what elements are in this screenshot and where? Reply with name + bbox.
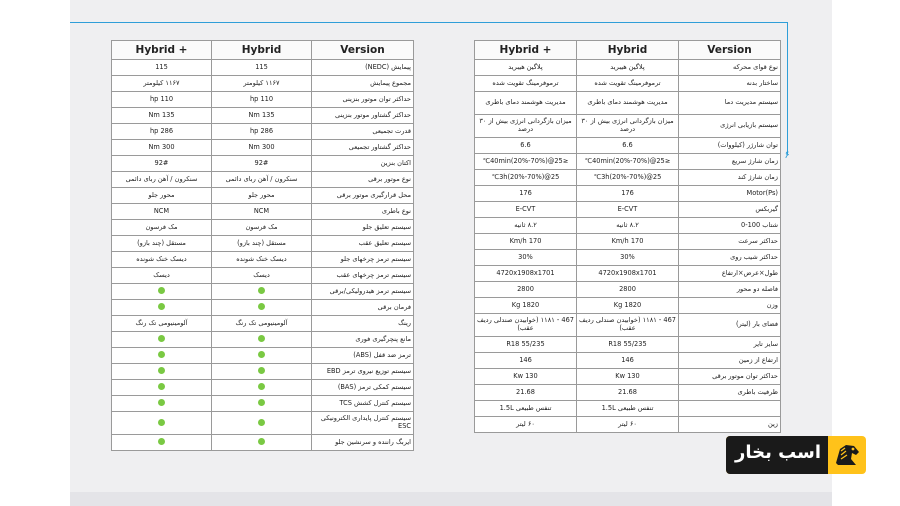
table-row: [112, 236, 414, 252]
hybrid-plus-value: 30%: [475, 250, 577, 266]
hybrid-value: ترموفرمینگ تقویت شده: [577, 76, 679, 92]
table-row: [112, 92, 414, 108]
table-row: [112, 380, 414, 396]
spec-label: زمان شارژ سریع: [679, 154, 781, 170]
header-hybrid-plus: Hybrid +: [112, 41, 212, 60]
header-version: Version: [679, 41, 781, 60]
spec-label: ترمز ضد قفل (ABS): [312, 348, 414, 364]
spec-label: زین: [679, 417, 781, 433]
spec-label: وزن: [679, 298, 781, 314]
page-number: ۶: [784, 150, 790, 161]
table-row: [112, 300, 414, 316]
header-hybrid-plus: Hybrid +: [475, 41, 577, 60]
feature-available-icon: [158, 287, 165, 294]
hybrid-value: 467 - ۱۱۸۱ (خوابیدن صندلی ردیف عقب): [577, 314, 679, 337]
spec-label: مجموع پیمایش: [312, 76, 414, 92]
accent-line-horizontal: [70, 22, 788, 23]
spec-label: رینگ: [312, 316, 414, 332]
table-row: [475, 298, 781, 314]
spec-label: ارتفاع از زمین: [679, 353, 781, 369]
hybrid-plus-value: 130 Kw: [475, 369, 577, 385]
hybrid-value: 4720x1908x1701: [577, 266, 679, 282]
hybrid-plus-value: 170 Km/h: [475, 234, 577, 250]
table-row: [475, 417, 781, 433]
hybrid-value: مستقل (چند بازو): [212, 236, 312, 252]
feature-available-cell: [212, 396, 312, 412]
hybrid-value: ۶۰ لیتر: [577, 417, 679, 433]
hybrid-plus-value: 2800: [475, 282, 577, 298]
spec-label: سیستم ترمز چرخهای جلو: [312, 252, 414, 268]
table-row: [475, 401, 781, 417]
table-row: [112, 76, 414, 92]
hybrid-value: دیسک خنک شونده: [212, 252, 312, 268]
hybrid-plus-value: تنفس طبیعی 1.5L: [475, 401, 577, 417]
table-row: [475, 250, 781, 266]
table-row: [112, 396, 414, 412]
table-row: [112, 268, 414, 284]
table-row: [475, 234, 781, 250]
spec-label: مانع پنچرگیری فوری: [312, 332, 414, 348]
feature-available-cell: [112, 396, 212, 412]
spec-label: سیستم کنترل پایداری الکترونیکی ESC: [312, 412, 414, 435]
hybrid-plus-value: 300 Nm: [112, 140, 212, 156]
table-row: [112, 316, 414, 332]
hybrid-plus-value: محور جلو: [112, 188, 212, 204]
table-row: [112, 124, 414, 140]
hybrid-plus-value: 176: [475, 186, 577, 202]
hybrid-value: تنفس طبیعی 1.5L: [577, 401, 679, 417]
feature-available-cell: [212, 364, 312, 380]
feature-available-cell: [212, 348, 312, 364]
hybrid-value: 115: [212, 60, 312, 76]
feature-available-icon: [158, 419, 165, 426]
spec-label: سیستم کنترل کشش TCS: [312, 396, 414, 412]
feature-available-icon: [158, 383, 165, 390]
table-row: [112, 348, 414, 364]
feature-available-icon: [158, 367, 165, 374]
hybrid-value: محور جلو: [212, 188, 312, 204]
feature-available-icon: [158, 303, 165, 310]
spec-label: حداکثر توان موتور بنزینی: [312, 92, 414, 108]
table-row: [475, 314, 781, 337]
feature-available-cell: [112, 332, 212, 348]
table-row: [475, 266, 781, 282]
spec-label: [679, 401, 781, 417]
hybrid-plus-value: پلاگین هیبرید: [475, 60, 577, 76]
accent-line-vertical: [787, 22, 788, 154]
table-row: [112, 156, 414, 172]
spec-label: گیربکس: [679, 202, 781, 218]
feature-available-icon: [258, 438, 265, 445]
table-row: [475, 154, 781, 170]
hybrid-value: 135 Nm: [212, 108, 312, 124]
hybrid-plus-value: ترموفرمینگ تقویت شده: [475, 76, 577, 92]
hybrid-plus-value: 3h(20%-70%)@25℃: [475, 170, 577, 186]
table-row: [475, 337, 781, 353]
spec-label: فرمان برقی: [312, 300, 414, 316]
feature-available-cell: [112, 284, 212, 300]
spec-label: حداکثر سرعت: [679, 234, 781, 250]
feature-available-cell: [212, 412, 312, 435]
hybrid-plus-value: 6.6: [475, 138, 577, 154]
hybrid-value: ۸.۲ ثانیه: [577, 218, 679, 234]
hybrid-value: دیسک: [212, 268, 312, 284]
table-row: [112, 60, 414, 76]
feature-available-cell: [112, 300, 212, 316]
feature-available-icon: [158, 438, 165, 445]
hybrid-plus-value: آلومینیومی تک رنگ: [112, 316, 212, 332]
feature-available-icon: [158, 335, 165, 342]
table-row: [112, 332, 414, 348]
feature-available-icon: [258, 367, 265, 374]
table-row: [475, 76, 781, 92]
hybrid-plus-value: ۶۰ لیتر: [475, 417, 577, 433]
spec-label: سیستم بازیابی انرژی: [679, 115, 781, 138]
feature-available-icon: [258, 419, 265, 426]
hybrid-plus-value: 4720x1908x1701: [475, 266, 577, 282]
hybrid-plus-value: 467 - ۱۱۸۱ (خوابیدن صندلی ردیف عقب): [475, 314, 577, 337]
spec-table-left: [111, 40, 414, 451]
table-row: [475, 170, 781, 186]
spec-label: حداکثر گشتاور تجمیعی: [312, 140, 414, 156]
hybrid-plus-value: ۸.۲ ثانیه: [475, 218, 577, 234]
hybrid-plus-value: 135 Nm: [112, 108, 212, 124]
hybrid-plus-value: 115: [112, 60, 212, 76]
hybrid-plus-value: 21.68: [475, 385, 577, 401]
feature-available-cell: [112, 435, 212, 451]
hybrid-value: 3h(20%-70%)@25℃: [577, 170, 679, 186]
hybrid-value: مک فرسون: [212, 220, 312, 236]
spec-label: محل قرارگیری موتور برقی: [312, 188, 414, 204]
feature-available-cell: [212, 332, 312, 348]
hybrid-value: 130 Kw: [577, 369, 679, 385]
hybrid-plus-value: مدیریت هوشمند دمای باطری: [475, 92, 577, 115]
hybrid-value: 286 hp: [212, 124, 312, 140]
hybrid-value: 6.6: [577, 138, 679, 154]
spec-label: شتاب 100-0: [679, 218, 781, 234]
feature-available-icon: [258, 287, 265, 294]
spec-label: سایز تایر: [679, 337, 781, 353]
hybrid-plus-value: ≤40min(20%-70%)@25℃: [475, 154, 577, 170]
header-hybrid: Hybrid: [577, 41, 679, 60]
horse-icon: [832, 441, 862, 469]
hybrid-plus-value: 146: [475, 353, 577, 369]
feature-available-cell: [112, 380, 212, 396]
spec-label: سیستم تعلیق عقب: [312, 236, 414, 252]
brand-logo: [726, 436, 866, 474]
table-row: [475, 92, 781, 115]
spec-label: نوع موتور برقی: [312, 172, 414, 188]
feature-available-icon: [258, 399, 265, 406]
feature-available-cell: [112, 364, 212, 380]
table-header-row: [475, 41, 781, 60]
spec-label: ایربگ راننده و سرنشین جلو: [312, 435, 414, 451]
spec-label: حداکثر گشتاور موتور بنزینی: [312, 108, 414, 124]
spec-label: فضای بار (لیتر): [679, 314, 781, 337]
table-row: [112, 172, 414, 188]
hybrid-plus-value: سنکرون / آهن ربای دائمی: [112, 172, 212, 188]
hybrid-value: 110 hp: [212, 92, 312, 108]
spec-label: ظرفیت باطری: [679, 385, 781, 401]
feature-available-cell: [212, 300, 312, 316]
spec-label: قدرت تجمیعی: [312, 124, 414, 140]
table-row: [475, 353, 781, 369]
feature-available-cell: [112, 412, 212, 435]
table-row: [112, 108, 414, 124]
feature-available-icon: [258, 383, 265, 390]
table-row: [475, 202, 781, 218]
hybrid-plus-value: 1820 Kg: [475, 298, 577, 314]
spec-label: توان شارژر (کیلووات): [679, 138, 781, 154]
spec-label: سیستم تعلیق جلو: [312, 220, 414, 236]
hybrid-value: 21.68: [577, 385, 679, 401]
spec-label: اکتان بنزین: [312, 156, 414, 172]
spec-label: فاصله دو محور: [679, 282, 781, 298]
hybrid-plus-value: 55/235 R18: [475, 337, 577, 353]
feature-available-icon: [258, 351, 265, 358]
feature-available-cell: [212, 435, 312, 451]
feature-available-cell: [212, 284, 312, 300]
table-row: [112, 140, 414, 156]
logo-text: اسب بخار: [734, 442, 822, 463]
table-row: [112, 364, 414, 380]
hybrid-plus-value: میزان بازگردانی انرژی بیش از ۳۰ درصد: [475, 115, 577, 138]
table-row: [475, 138, 781, 154]
logo-text-block: [726, 436, 828, 474]
feature-available-icon: [158, 351, 165, 358]
table-row: [475, 186, 781, 202]
hybrid-value: مدیریت هوشمند دمای باطری: [577, 92, 679, 115]
spec-label: سیستم توزیع نیروی ترمز EBD: [312, 364, 414, 380]
spec-label: سیستم ترمز هیدرولیکی/برقی: [312, 284, 414, 300]
spec-label: سیستم مدیریت دما: [679, 92, 781, 115]
table-row: [475, 218, 781, 234]
spec-label: حداکثر شیب روی: [679, 250, 781, 266]
hybrid-value: میزان بازگردانی انرژی بیش از ۳۰ درصد: [577, 115, 679, 138]
hybrid-value: 2800: [577, 282, 679, 298]
spec-table-right: [474, 40, 781, 433]
hybrid-value: 30%: [577, 250, 679, 266]
spec-label: طول×عرض×ارتفاع: [679, 266, 781, 282]
table-row: [475, 369, 781, 385]
table-row: [112, 188, 414, 204]
spec-label: حداکثر توان موتور برقی: [679, 369, 781, 385]
feature-available-icon: [158, 399, 165, 406]
hybrid-plus-value: 286 hp: [112, 124, 212, 140]
spec-label: سیستم ترمز چرخهای عقب: [312, 268, 414, 284]
hybrid-plus-value: دیسک خنک شونده: [112, 252, 212, 268]
table-header-row: [112, 41, 414, 60]
feature-available-cell: [112, 348, 212, 364]
feature-available-cell: [212, 380, 312, 396]
feature-available-icon: [258, 303, 265, 310]
table-row: [112, 284, 414, 300]
hybrid-plus-value: 110 hp: [112, 92, 212, 108]
panel-footer-band: [70, 492, 832, 506]
hybrid-value: 92#: [212, 156, 312, 172]
table-row: [112, 435, 414, 451]
spec-label: Motor(Ps): [679, 186, 781, 202]
table-row: [475, 385, 781, 401]
spec-label: زمان شارژ کند: [679, 170, 781, 186]
table-row: [475, 282, 781, 298]
hybrid-plus-value: ۱۱۶۷ کیلومتر: [112, 76, 212, 92]
table-row: [112, 204, 414, 220]
spec-label: پیمایش (NEDC): [312, 60, 414, 76]
spec-label: سیستم کمکی ترمز (BAS): [312, 380, 414, 396]
hybrid-plus-value: دیسک: [112, 268, 212, 284]
hybrid-value: آلومینیومی تک رنگ: [212, 316, 312, 332]
hybrid-plus-value: E-CVT: [475, 202, 577, 218]
hybrid-value: سنکرون / آهن ربای دائمی: [212, 172, 312, 188]
hybrid-value: 300 Nm: [212, 140, 312, 156]
table-row: [112, 252, 414, 268]
hybrid-value: 176: [577, 186, 679, 202]
hybrid-value: ≤40min(20%-70%)@25℃: [577, 154, 679, 170]
table-row: [112, 220, 414, 236]
hybrid-plus-value: NCM: [112, 204, 212, 220]
hybrid-value: E-CVT: [577, 202, 679, 218]
table-row: [112, 412, 414, 435]
hybrid-plus-value: 92#: [112, 156, 212, 172]
hybrid-value: 170 Km/h: [577, 234, 679, 250]
spec-label: ساختار بدنه: [679, 76, 781, 92]
hybrid-value: NCM: [212, 204, 312, 220]
spec-label: نوع قوای محرکه: [679, 60, 781, 76]
feature-available-icon: [258, 335, 265, 342]
hybrid-value: 1820 Kg: [577, 298, 679, 314]
hybrid-value: 55/235 R18: [577, 337, 679, 353]
header-version: Version: [312, 41, 414, 60]
table-row: [475, 60, 781, 76]
hybrid-plus-value: مستقل (چند بازو): [112, 236, 212, 252]
header-hybrid: Hybrid: [212, 41, 312, 60]
hybrid-value: پلاگین هیبرید: [577, 60, 679, 76]
table-row: [475, 115, 781, 138]
spec-label: نوع باطری: [312, 204, 414, 220]
hybrid-value: 146: [577, 353, 679, 369]
hybrid-plus-value: مک فرسون: [112, 220, 212, 236]
hybrid-value: ۱۱۶۷ کیلومتر: [212, 76, 312, 92]
